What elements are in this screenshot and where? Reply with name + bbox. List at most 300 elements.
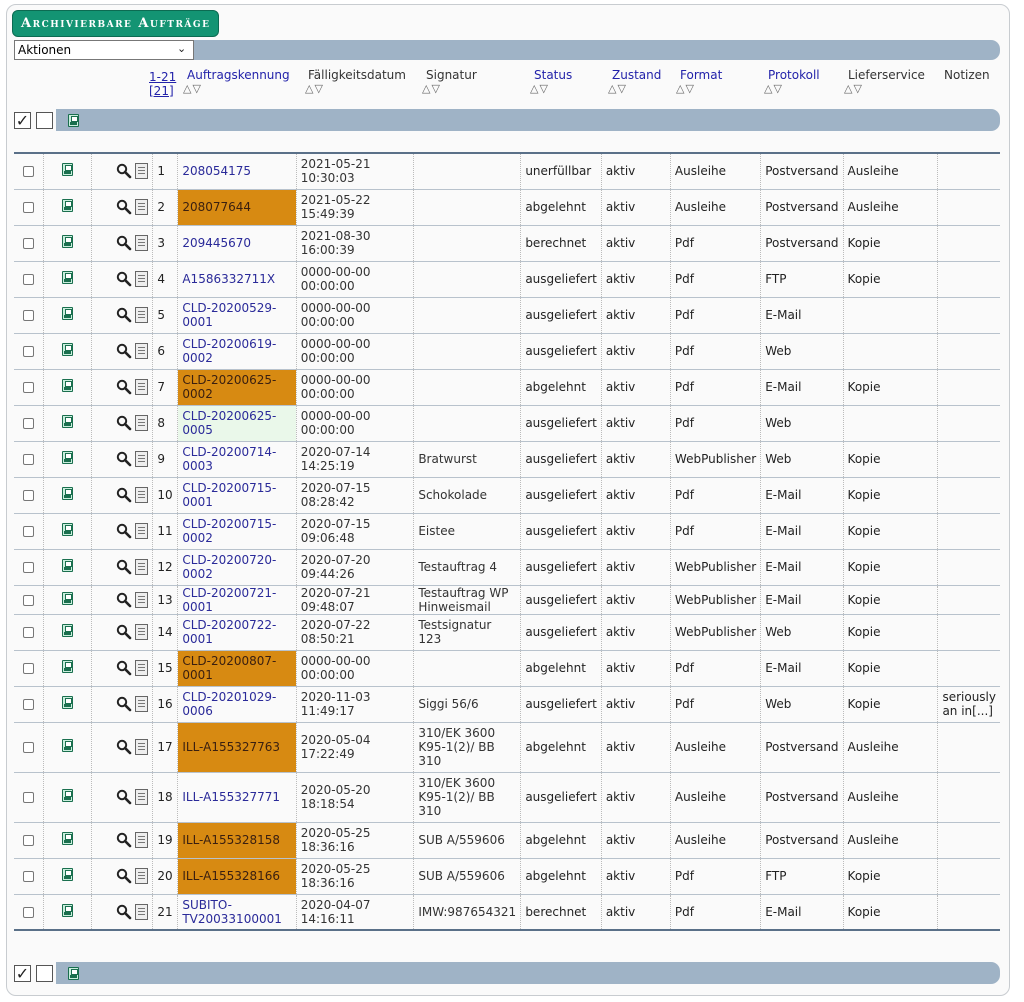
order-id-link[interactable]: CLD-20200529-0001 xyxy=(182,301,277,329)
state-cell: aktiv xyxy=(601,614,670,650)
order-id-link[interactable]: CLD-20200721-0001 xyxy=(182,585,277,614)
signature-cell xyxy=(414,225,521,261)
status-cell: abgelehnt xyxy=(521,650,602,686)
row-number: 18 xyxy=(153,772,178,822)
table-row xyxy=(14,858,1000,894)
disk-icon[interactable] xyxy=(62,660,73,673)
sort-signature-icon[interactable]: △▽ xyxy=(422,82,441,95)
signature-cell: Testsignatur 123 xyxy=(414,614,521,650)
row-checkbox[interactable] xyxy=(23,907,34,918)
document-icon[interactable] xyxy=(135,415,148,431)
disk-icon[interactable] xyxy=(62,523,73,536)
delivery-cell: Kopie xyxy=(843,858,938,894)
disk-icon[interactable] xyxy=(68,967,79,980)
order-id-link[interactable]: ILL-A155327771 xyxy=(182,790,281,804)
magnifier-icon[interactable] xyxy=(116,271,132,287)
format-cell: Pdf xyxy=(670,333,760,369)
row-checkbox[interactable] xyxy=(23,418,34,429)
sort-due-icon[interactable]: △▽ xyxy=(305,82,324,95)
state-cell: aktiv xyxy=(601,261,670,297)
signature-cell: Schokolade xyxy=(414,477,521,513)
due-time: 00:00:00 xyxy=(300,315,355,329)
due-time: 00:00:00 xyxy=(300,668,355,682)
notes-cell xyxy=(938,441,1000,477)
protocol-cell: Postversand xyxy=(761,722,843,772)
magnifier-icon[interactable] xyxy=(116,523,132,539)
notes-cell xyxy=(938,614,1000,650)
due-time: 18:36:16 xyxy=(300,876,355,890)
order-id-link[interactable]: CLD-20200807-0001 xyxy=(182,654,277,682)
chevron-down-icon: ⌄ xyxy=(177,42,187,55)
table-row xyxy=(14,894,1000,930)
signature-cell xyxy=(414,297,521,333)
magnifier-icon[interactable] xyxy=(116,235,132,251)
table-row xyxy=(14,513,1000,549)
document-icon[interactable] xyxy=(135,307,148,323)
status-cell: ausgeliefert xyxy=(521,686,602,722)
notes-cell xyxy=(938,549,1000,585)
due-date: 0000-00-00 xyxy=(300,654,371,668)
row-number: 5 xyxy=(153,297,178,333)
order-id-link[interactable]: CLD-20200720-0002 xyxy=(182,553,277,581)
document-icon[interactable] xyxy=(135,832,148,848)
notes-cell xyxy=(938,822,1000,858)
status-cell: ausgeliefert xyxy=(521,614,602,650)
state-cell: aktiv xyxy=(601,189,670,225)
due-date: 0000-00-00 xyxy=(300,409,371,423)
status-cell: ausgeliefert xyxy=(521,333,602,369)
notes-cell xyxy=(938,261,1000,297)
row-number: 13 xyxy=(153,585,178,614)
row-checkbox[interactable] xyxy=(23,490,34,501)
due-date: 0000-00-00 xyxy=(300,265,371,279)
table-row xyxy=(14,189,1000,225)
order-id-link[interactable]: CLD-20200715-0002 xyxy=(182,517,277,545)
check-all-bottom-icon[interactable]: ✓ xyxy=(15,964,30,983)
order-id-link[interactable]: 208054175 xyxy=(182,164,252,179)
status-cell: berechnet xyxy=(521,894,602,930)
header-status[interactable]: Status xyxy=(534,68,573,82)
row-number: 15 xyxy=(153,650,178,686)
status-cell: unerfüllbar xyxy=(521,153,602,189)
state-cell: aktiv xyxy=(601,405,670,441)
sort-delivery-icon[interactable]: △▽ xyxy=(844,82,863,95)
protocol-cell: Web xyxy=(761,405,843,441)
format-cell: Pdf xyxy=(670,477,760,513)
status-cell: ausgeliefert xyxy=(521,477,602,513)
format-cell: Pdf xyxy=(670,650,760,686)
header-format[interactable]: Format xyxy=(680,68,723,82)
uncheck-all-box[interactable] xyxy=(36,112,53,129)
format-cell: Ausleihe xyxy=(670,189,760,225)
order-id-link[interactable]: ILL-A155328166 xyxy=(182,869,281,883)
protocol-cell: E-Mail xyxy=(761,369,843,405)
document-icon[interactable] xyxy=(135,868,148,884)
table-row xyxy=(14,686,1000,722)
due-time: 17:22:49 xyxy=(300,747,355,761)
order-id-link[interactable]: SUBITO-TV20033100001 xyxy=(182,897,282,926)
disk-icon[interactable] xyxy=(62,199,73,212)
status-cell: berechnet xyxy=(521,225,602,261)
delivery-cell: Kopie xyxy=(843,650,938,686)
notes-cell xyxy=(938,513,1000,549)
row-number: 19 xyxy=(153,822,178,858)
state-cell: aktiv xyxy=(601,894,670,930)
signature-cell: IMW:987654321 xyxy=(414,894,521,930)
due-time: 11:49:17 xyxy=(300,704,355,718)
delivery-cell: Kopie xyxy=(843,686,938,722)
header-id[interactable]: Auftragskennung xyxy=(187,68,290,82)
row-checkbox[interactable] xyxy=(23,454,34,465)
signature-cell: Testauftrag WP Hinweismail xyxy=(414,585,521,614)
document-icon[interactable] xyxy=(135,271,148,287)
table-row xyxy=(14,722,1000,772)
delivery-cell: Kopie xyxy=(843,225,938,261)
header-protocol[interactable]: Protokoll xyxy=(768,68,820,82)
signature-cell: Eistee xyxy=(414,513,521,549)
document-icon[interactable] xyxy=(135,904,148,920)
disk-icon[interactable] xyxy=(62,696,73,709)
status-cell: ausgeliefert xyxy=(521,261,602,297)
due-time: 00:00:00 xyxy=(300,423,355,437)
signature-cell: Testauftrag 4 xyxy=(414,549,521,585)
row-checkbox[interactable] xyxy=(23,346,34,357)
order-id-link[interactable]: CLD-20200714-0003 xyxy=(182,445,277,473)
state-cell: aktiv xyxy=(601,225,670,261)
signature-cell: 310/EK 3600 K95-1(2)/ BB 310 xyxy=(414,772,521,822)
due-time: 14:25:19 xyxy=(300,459,355,473)
magnifier-icon[interactable] xyxy=(116,739,132,755)
magnifier-icon[interactable] xyxy=(116,696,132,712)
due-time: 08:28:42 xyxy=(300,495,355,509)
notes-cell xyxy=(938,477,1000,513)
magnifier-icon[interactable] xyxy=(116,789,132,805)
row-checkbox[interactable] xyxy=(23,382,34,393)
table-row xyxy=(14,822,1000,858)
protocol-cell: Postversand xyxy=(761,822,843,858)
due-date: 2020-07-21 xyxy=(300,585,371,600)
disk-icon[interactable] xyxy=(62,624,73,637)
table-row xyxy=(14,405,1000,441)
document-icon[interactable] xyxy=(135,487,148,503)
disk-icon[interactable] xyxy=(68,114,79,127)
magnifier-icon[interactable] xyxy=(116,199,132,215)
due-time: 08:50:21 xyxy=(300,632,355,646)
delivery-cell: Kopie xyxy=(843,441,938,477)
order-id-link[interactable]: CLD-20201029-0006 xyxy=(182,690,277,718)
due-date: 2020-04-07 xyxy=(300,897,371,912)
document-icon[interactable] xyxy=(135,199,148,215)
uncheck-all-bottom-box[interactable] xyxy=(36,965,53,982)
magnifier-icon[interactable] xyxy=(116,307,132,323)
due-time: 18:36:16 xyxy=(300,840,355,854)
disk-icon[interactable] xyxy=(62,163,73,176)
signature-cell xyxy=(414,369,521,405)
magnifier-icon[interactable] xyxy=(116,904,132,920)
actions-bar xyxy=(193,40,1000,60)
notes-cell xyxy=(938,858,1000,894)
notes-cell xyxy=(938,225,1000,261)
row-number: 10 xyxy=(153,477,178,513)
signature-cell: SUB A/559606 xyxy=(414,858,521,894)
table-row xyxy=(14,261,1000,297)
state-cell: aktiv xyxy=(601,585,670,614)
magnifier-icon[interactable] xyxy=(116,832,132,848)
row-number: 2 xyxy=(153,189,178,225)
protocol-cell: E-Mail xyxy=(761,477,843,513)
magnifier-icon[interactable] xyxy=(116,343,132,359)
row-number: 17 xyxy=(153,722,178,772)
due-time: 00:00:00 xyxy=(300,279,355,293)
row-checkbox[interactable] xyxy=(23,274,34,285)
table-row xyxy=(14,614,1000,650)
order-id-link[interactable]: CLD-20200722-0001 xyxy=(182,618,277,646)
table-row xyxy=(14,650,1000,686)
protocol-cell: Web xyxy=(761,441,843,477)
order-id-link[interactable]: CLD-20200619-0002 xyxy=(182,337,277,365)
disk-icon[interactable] xyxy=(62,271,73,284)
format-cell: Ausleihe xyxy=(670,722,760,772)
row-checkbox[interactable] xyxy=(23,238,34,249)
order-id-link[interactable]: 209445670 xyxy=(182,236,252,250)
table-row xyxy=(14,585,1000,614)
state-cell: aktiv xyxy=(601,650,670,686)
due-date: 2020-05-25 xyxy=(300,862,371,876)
order-id-link[interactable]: A1586332711X xyxy=(182,272,276,286)
protocol-cell: E-Mail xyxy=(761,650,843,686)
notes-cell xyxy=(938,369,1000,405)
disk-icon[interactable] xyxy=(62,235,73,248)
document-icon[interactable] xyxy=(135,696,148,712)
document-icon[interactable] xyxy=(135,379,148,395)
state-cell: aktiv xyxy=(601,369,670,405)
status-cell: ausgeliefert xyxy=(521,549,602,585)
disk-icon[interactable] xyxy=(62,307,73,320)
delivery-cell xyxy=(843,405,938,441)
state-cell: aktiv xyxy=(601,333,670,369)
actions-dropdown[interactable] xyxy=(14,40,194,60)
state-cell: aktiv xyxy=(601,549,670,585)
protocol-cell: Postversand xyxy=(761,225,843,261)
disk-icon[interactable] xyxy=(62,592,73,605)
format-cell: WebPublisher xyxy=(670,441,760,477)
disk-icon[interactable] xyxy=(62,904,73,917)
state-cell: aktiv xyxy=(601,822,670,858)
document-icon[interactable] xyxy=(135,559,148,575)
due-time: 15:49:39 xyxy=(300,207,355,221)
table-row xyxy=(14,369,1000,405)
state-cell: aktiv xyxy=(601,772,670,822)
header-delivery: Lieferservice xyxy=(848,68,925,82)
magnifier-icon[interactable] xyxy=(116,487,132,503)
signature-cell: SUB A/559606 xyxy=(414,822,521,858)
due-date: 2021-05-22 xyxy=(300,193,371,207)
table-row xyxy=(14,772,1000,822)
due-date: 2020-05-25 xyxy=(300,826,371,840)
due-date: 2021-08-30 xyxy=(300,229,371,243)
sort-id-icon[interactable]: △▽ xyxy=(183,82,202,95)
format-cell: Pdf xyxy=(670,261,760,297)
disk-icon[interactable] xyxy=(62,415,73,428)
disk-icon[interactable] xyxy=(62,343,73,356)
document-icon[interactable] xyxy=(135,660,148,676)
delivery-cell: Ausleihe xyxy=(843,722,938,772)
row-number: 9 xyxy=(153,441,178,477)
due-date: 2020-05-20 xyxy=(300,783,371,797)
row-checkbox[interactable] xyxy=(23,699,34,710)
disk-icon[interactable] xyxy=(62,739,73,752)
due-time: 16:00:39 xyxy=(300,243,355,257)
signature-cell xyxy=(414,650,521,686)
document-icon[interactable] xyxy=(135,739,148,755)
order-id-link[interactable]: ILL-A155327763 xyxy=(182,740,281,754)
row-checkbox[interactable] xyxy=(23,526,34,537)
header-notes: Notizen xyxy=(944,68,990,82)
notes-cell xyxy=(938,585,1000,614)
row-checkbox[interactable] xyxy=(23,310,34,321)
row-checkbox[interactable] xyxy=(23,871,34,882)
state-cell: aktiv xyxy=(601,477,670,513)
status-cell: ausgeliefert xyxy=(521,297,602,333)
format-cell: Pdf xyxy=(670,858,760,894)
state-cell: aktiv xyxy=(601,297,670,333)
protocol-cell: E-Mail xyxy=(761,585,843,614)
row-checkbox[interactable] xyxy=(23,202,34,213)
disk-icon[interactable] xyxy=(62,789,73,802)
status-cell: abgelehnt xyxy=(521,189,602,225)
row-number: 12 xyxy=(153,549,178,585)
delivery-cell xyxy=(843,333,938,369)
delivery-cell: Kopie xyxy=(843,894,938,930)
due-time: 18:18:54 xyxy=(300,797,355,811)
row-checkbox[interactable] xyxy=(23,663,34,674)
row-number: 16 xyxy=(153,686,178,722)
order-id-link[interactable]: CLD-20200625-0002 xyxy=(182,373,277,401)
due-time: 00:00:00 xyxy=(300,351,355,365)
due-time: 14:16:11 xyxy=(300,911,355,926)
row-checkbox[interactable] xyxy=(23,166,34,177)
notes-cell xyxy=(938,333,1000,369)
document-icon[interactable] xyxy=(135,789,148,805)
magnifier-icon[interactable] xyxy=(116,559,132,575)
page-title: Archivierbare Aufträge xyxy=(12,10,219,37)
order-id-link[interactable]: 208077644 xyxy=(182,200,252,214)
sort-state-icon[interactable]: △▽ xyxy=(608,82,627,95)
row-checkbox[interactable] xyxy=(23,835,34,846)
disk-icon[interactable] xyxy=(62,451,73,464)
magnifier-icon[interactable] xyxy=(116,592,132,608)
table-row xyxy=(14,549,1000,585)
header-signature: Signatur xyxy=(426,68,477,82)
magnifier-icon[interactable] xyxy=(116,415,132,431)
state-cell: aktiv xyxy=(601,858,670,894)
document-icon[interactable] xyxy=(135,451,148,467)
disk-icon[interactable] xyxy=(62,832,73,845)
magnifier-icon[interactable] xyxy=(116,624,132,640)
due-date: 2021-05-21 xyxy=(300,157,371,172)
table-row xyxy=(14,477,1000,513)
due-time: 09:44:26 xyxy=(300,567,355,581)
magnifier-icon[interactable] xyxy=(116,660,132,676)
order-id-link[interactable]: CLD-20200715-0001 xyxy=(182,481,277,509)
notes-cell xyxy=(938,189,1000,225)
disk-icon[interactable] xyxy=(62,487,73,500)
delivery-cell: Ausleihe xyxy=(843,153,938,189)
disk-icon[interactable] xyxy=(62,868,73,881)
table-row xyxy=(14,297,1000,333)
status-cell: ausgeliefert xyxy=(521,405,602,441)
row-checkbox[interactable] xyxy=(23,627,34,638)
due-date: 2020-07-20 xyxy=(300,553,371,567)
sort-protocol-icon[interactable]: △▽ xyxy=(764,82,783,95)
row-checkbox[interactable] xyxy=(23,742,34,753)
total-link[interactable]: [21] xyxy=(149,84,174,98)
row-number: 3 xyxy=(153,225,178,261)
document-icon[interactable] xyxy=(135,592,148,608)
row-number: 7 xyxy=(153,369,178,405)
state-cell: aktiv xyxy=(601,686,670,722)
due-date: 0000-00-00 xyxy=(300,373,371,387)
row-checkbox[interactable] xyxy=(23,792,34,803)
document-icon[interactable] xyxy=(135,523,148,539)
status-cell: abgelehnt xyxy=(521,369,602,405)
format-cell: Pdf xyxy=(670,225,760,261)
protocol-cell: Web xyxy=(761,614,843,650)
range-link[interactable]: 1-21 xyxy=(149,70,177,84)
protocol-cell: Postversand xyxy=(761,772,843,822)
order-id-link[interactable]: CLD-20200625-0005 xyxy=(182,409,277,437)
format-cell: WebPublisher xyxy=(670,614,760,650)
header-state[interactable]: Zustand xyxy=(612,68,662,82)
row-number: 4 xyxy=(153,261,178,297)
notes-cell xyxy=(938,722,1000,772)
magnifier-icon[interactable] xyxy=(116,379,132,395)
protocol-cell: Postversand xyxy=(761,153,843,189)
state-cell: aktiv xyxy=(601,722,670,772)
order-id-link[interactable]: ILL-A155328158 xyxy=(182,833,281,847)
document-icon[interactable] xyxy=(135,343,148,359)
state-cell: aktiv xyxy=(601,513,670,549)
document-icon[interactable] xyxy=(135,235,148,251)
magnifier-icon[interactable] xyxy=(116,451,132,467)
format-cell: Pdf xyxy=(670,894,760,930)
row-checkbox[interactable] xyxy=(23,562,34,573)
bottom-action-bar xyxy=(56,962,1000,984)
magnifier-icon[interactable] xyxy=(116,163,132,179)
row-checkbox[interactable] xyxy=(23,595,34,606)
signature-cell: Siggi 56/6 xyxy=(414,686,521,722)
table-row xyxy=(14,225,1000,261)
state-cell: aktiv xyxy=(601,153,670,189)
status-cell: ausgeliefert xyxy=(521,441,602,477)
document-icon[interactable] xyxy=(135,163,148,179)
magnifier-icon[interactable] xyxy=(116,868,132,884)
row-number: 21 xyxy=(153,894,178,930)
row-number: 14 xyxy=(153,614,178,650)
protocol-cell: Web xyxy=(761,333,843,369)
sort-status-icon[interactable]: △▽ xyxy=(530,82,549,95)
sort-format-icon[interactable]: △▽ xyxy=(676,82,695,95)
status-cell: abgelehnt xyxy=(521,722,602,772)
disk-icon[interactable] xyxy=(62,559,73,572)
status-cell: abgelehnt xyxy=(521,858,602,894)
check-all-icon[interactable]: ✓ xyxy=(15,111,30,130)
document-icon[interactable] xyxy=(135,624,148,640)
row-number: 20 xyxy=(153,858,178,894)
status-cell: abgelehnt xyxy=(521,822,602,858)
status-cell: ausgeliefert xyxy=(521,772,602,822)
disk-icon[interactable] xyxy=(62,379,73,392)
